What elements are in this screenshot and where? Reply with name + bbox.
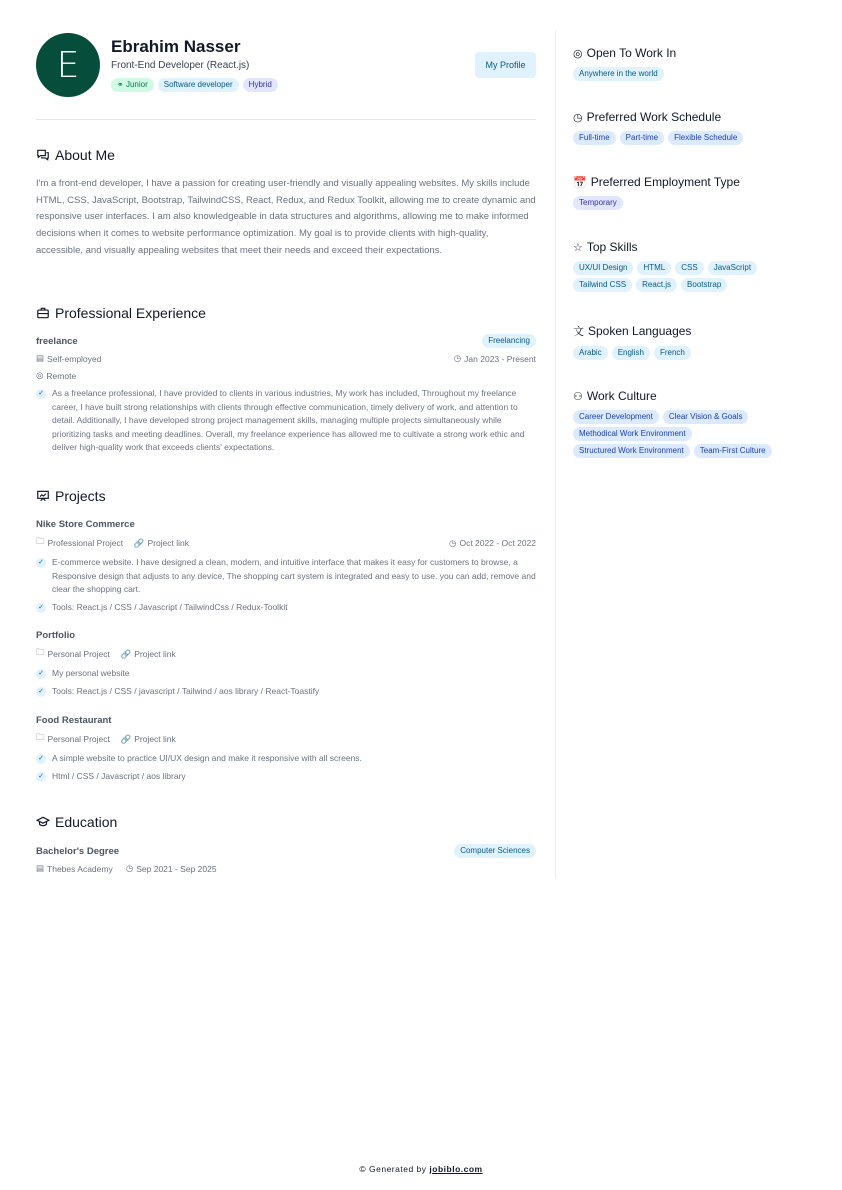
- tag-chip: React.js: [636, 278, 677, 292]
- sidebar-section: [573, 323, 793, 360]
- bullet: ✓ Html / CSS / Javascript / aos library: [36, 770, 536, 784]
- footer: [0, 1164, 842, 1174]
- degree: Bachelor's Degree: [36, 845, 120, 857]
- sidebar-section: [573, 240, 793, 292]
- tag-chip: Structured Work Environment: [573, 444, 690, 458]
- tag-chip: English: [612, 346, 650, 360]
- sidebar-section: [573, 175, 793, 210]
- check-icon: ✓: [36, 687, 46, 697]
- sidebar-title: Open To Work In: [586, 46, 677, 60]
- company: ▤ Self-employed: [36, 353, 102, 364]
- check-icon: ✓: [36, 754, 46, 764]
- project-type: Professional Project: [47, 538, 124, 548]
- about-heading: [36, 147, 115, 163]
- project-link[interactable]: Project link: [134, 649, 176, 659]
- tag-chip: Methodical Work Environment: [573, 427, 692, 441]
- field-badge: Computer Sciences: [454, 844, 536, 858]
- tag-chip: Bootstrap: [681, 278, 727, 292]
- link-icon: 🔗: [133, 537, 145, 548]
- briefcase-icon: [36, 306, 50, 320]
- divider: [36, 119, 536, 120]
- job-title: freelance: [36, 335, 78, 347]
- education-heading: [36, 814, 117, 830]
- presentation-chart-icon: [36, 489, 50, 503]
- footer-text: © Generated by: [359, 1164, 427, 1174]
- sidebar-heading: [573, 46, 793, 60]
- avatar: E: [36, 33, 100, 97]
- building-icon: ▤: [36, 863, 45, 873]
- bullet: ✓ E-commerce website. I have designed a clean, modern, and intuitive interface that makes it easy for customers to browse, a Responsive design that adjusts to any device, The shopping cart system is integrated and easy to use. you can add, remove and clear the shopping cart.: [36, 556, 536, 597]
- tag-chip: Part-time: [620, 131, 664, 145]
- sidebar-heading: [573, 389, 793, 403]
- project-title: Nike Store Commerce: [36, 519, 135, 530]
- tag-chip: Career Development: [573, 410, 659, 424]
- link-icon: 🔗: [120, 648, 132, 659]
- calendar-icon: 📅: [573, 176, 587, 189]
- candidate-role: Front-End Developer (React.js): [111, 60, 250, 71]
- sidebar-section: [573, 110, 793, 145]
- graduation-cap-icon: [36, 815, 50, 829]
- job-type-badge: Freelancing: [482, 334, 536, 348]
- project-item: [36, 630, 536, 698]
- sidebar-title: Preferred Work Schedule: [586, 110, 722, 124]
- location-pin-icon: ◎: [573, 47, 583, 60]
- about-title: About Me: [55, 147, 115, 163]
- clock-icon: ◷: [125, 863, 134, 873]
- projects-title: Projects: [55, 488, 106, 504]
- job-dates: ◷ Jan 2023 - Present: [453, 353, 536, 364]
- work-mode-badge: Hybrid: [243, 78, 278, 92]
- project-title: Food Restaurant: [36, 715, 112, 726]
- education-item: [36, 844, 536, 874]
- tag-chip: Clear Vision & Goals: [663, 410, 749, 424]
- sidebar-heading: [573, 175, 793, 189]
- tag-chip: Team-First Culture: [694, 444, 772, 458]
- education-title: Education: [55, 814, 118, 830]
- sidebar-heading: [573, 240, 793, 254]
- project-title: Portfolio: [36, 630, 76, 641]
- bullet: ✓ A simple website to practice UI/UX design and make it responsive with all screens.: [36, 752, 536, 766]
- translate-icon: 文: [573, 326, 584, 338]
- link-icon: 🔗: [120, 733, 132, 744]
- bullet: ✓ Tools: React.js / CSS / javascript / Tailwind / aos library / React-Toastify: [36, 685, 536, 699]
- sidebar-section: [573, 389, 793, 458]
- sidebar-title: Work Culture: [586, 389, 657, 403]
- footer-brand-link[interactable]: jobiblo.com: [429, 1164, 483, 1174]
- sidebar-heading: [573, 110, 793, 124]
- tag-chip: UX/UI Design: [573, 261, 633, 275]
- folder-icon: 🗀: [36, 647, 45, 657]
- about-text: I'm a front-end developer, I have a passion for creating user-friendly and visually appealing websites. My skills include HTML, CSS, JavaScript, Bootstrap, TailwindCSS, React, Redux, and Redux Toolkit, allowing me to create dynamic and responsive user interfaces. I am also knowledgeable in data structures and algorithms, allowing me to make informed decisions when it comes to website performance optimization. My goal is to provide clients with high-quality, accessible, and visually appealing websites that meet their needs and exceed their expectations.: [36, 178, 536, 256]
- project-link[interactable]: Project link: [147, 538, 190, 548]
- level-badge: ⚭ Junior: [111, 78, 154, 92]
- my-profile-button[interactable]: My Profile: [475, 52, 536, 78]
- tag-chip: Temporary: [573, 196, 623, 210]
- category-badge: Software developer: [158, 78, 239, 92]
- check-icon: ✓: [36, 772, 46, 782]
- team-icon: ⚇: [573, 390, 583, 403]
- check-icon: ✓: [36, 603, 46, 613]
- tag-chip: Tailwind CSS: [573, 278, 632, 292]
- level-label: Junior: [125, 80, 148, 89]
- experience-item: [36, 334, 536, 455]
- tag-chip: Arabic: [573, 346, 608, 360]
- bullet: ✓ Tools: React.js / CSS / Javascript / TailwindCss / Redux-Toolkit: [36, 601, 536, 615]
- location-pin-icon: ◎: [36, 370, 44, 380]
- sidebar-title: Spoken Languages: [588, 324, 692, 338]
- project-link[interactable]: Project link: [134, 734, 176, 744]
- tag-chip: JavaScript: [708, 261, 757, 275]
- folder-icon: 🗀: [36, 536, 45, 546]
- school: Thebes Academy: [47, 863, 113, 874]
- check-icon: ✓: [36, 669, 46, 679]
- experience-heading: [36, 305, 206, 321]
- project-item: [36, 715, 536, 783]
- tag-chip: Full-time: [573, 131, 616, 145]
- job-location: ◎ Remote: [36, 370, 77, 381]
- tag-chip: French: [654, 346, 691, 360]
- sidebar-section: [573, 46, 793, 81]
- project-type: Personal Project: [47, 649, 110, 659]
- star-icon: ☆: [573, 241, 583, 254]
- clock-icon: ◷: [573, 111, 583, 124]
- chat-icon: [36, 148, 50, 162]
- tag-chip: Anywhere in the world: [573, 67, 664, 81]
- sidebar-heading: [573, 323, 793, 339]
- tag-chip: CSS: [675, 261, 703, 275]
- tag-chip: Flexible Schedule: [668, 131, 743, 145]
- tag-chip: HTML: [637, 261, 671, 275]
- project-dates: ◷ Oct 2022 - Oct 2022: [449, 537, 536, 548]
- experience-title: Professional Experience: [55, 305, 206, 321]
- header-badges: [111, 78, 278, 92]
- folder-icon: 🗀: [36, 732, 45, 742]
- sidebar-title: Top Skills: [586, 240, 638, 254]
- bullet: ✓ My personal website: [36, 667, 536, 681]
- project-item: [36, 519, 536, 614]
- projects-heading: [36, 488, 106, 504]
- check-icon: ✓: [36, 389, 46, 399]
- sidebar-title: Preferred Employment Type: [590, 175, 740, 189]
- education-dates: Sep 2021 - Sep 2025: [136, 863, 217, 874]
- clock-icon: ◷: [453, 353, 462, 363]
- bullet: ✓ As a freelance professional, I have provided to clients in various industries, My work has included, Throughout my freelance career, I have built strong relationships with clients through effective communication, timely delivery of work, and attention to detail. Additionally, I have developed strong project management skills, managing multiple projects simultaneously while prioritizing tasks and meeting deadlines. Overall, my freelance experience has allowed me to cultivate a strong work ethic and deliver high-quality work that exceeds clients' expectations.: [36, 387, 536, 455]
- check-icon: ✓: [36, 558, 46, 568]
- column-divider: [555, 30, 556, 878]
- project-type: Personal Project: [47, 734, 110, 744]
- candidate-name: Ebrahim Nasser: [111, 37, 241, 56]
- clock-icon: ◷: [449, 537, 457, 548]
- building-icon: ▤: [36, 353, 45, 363]
